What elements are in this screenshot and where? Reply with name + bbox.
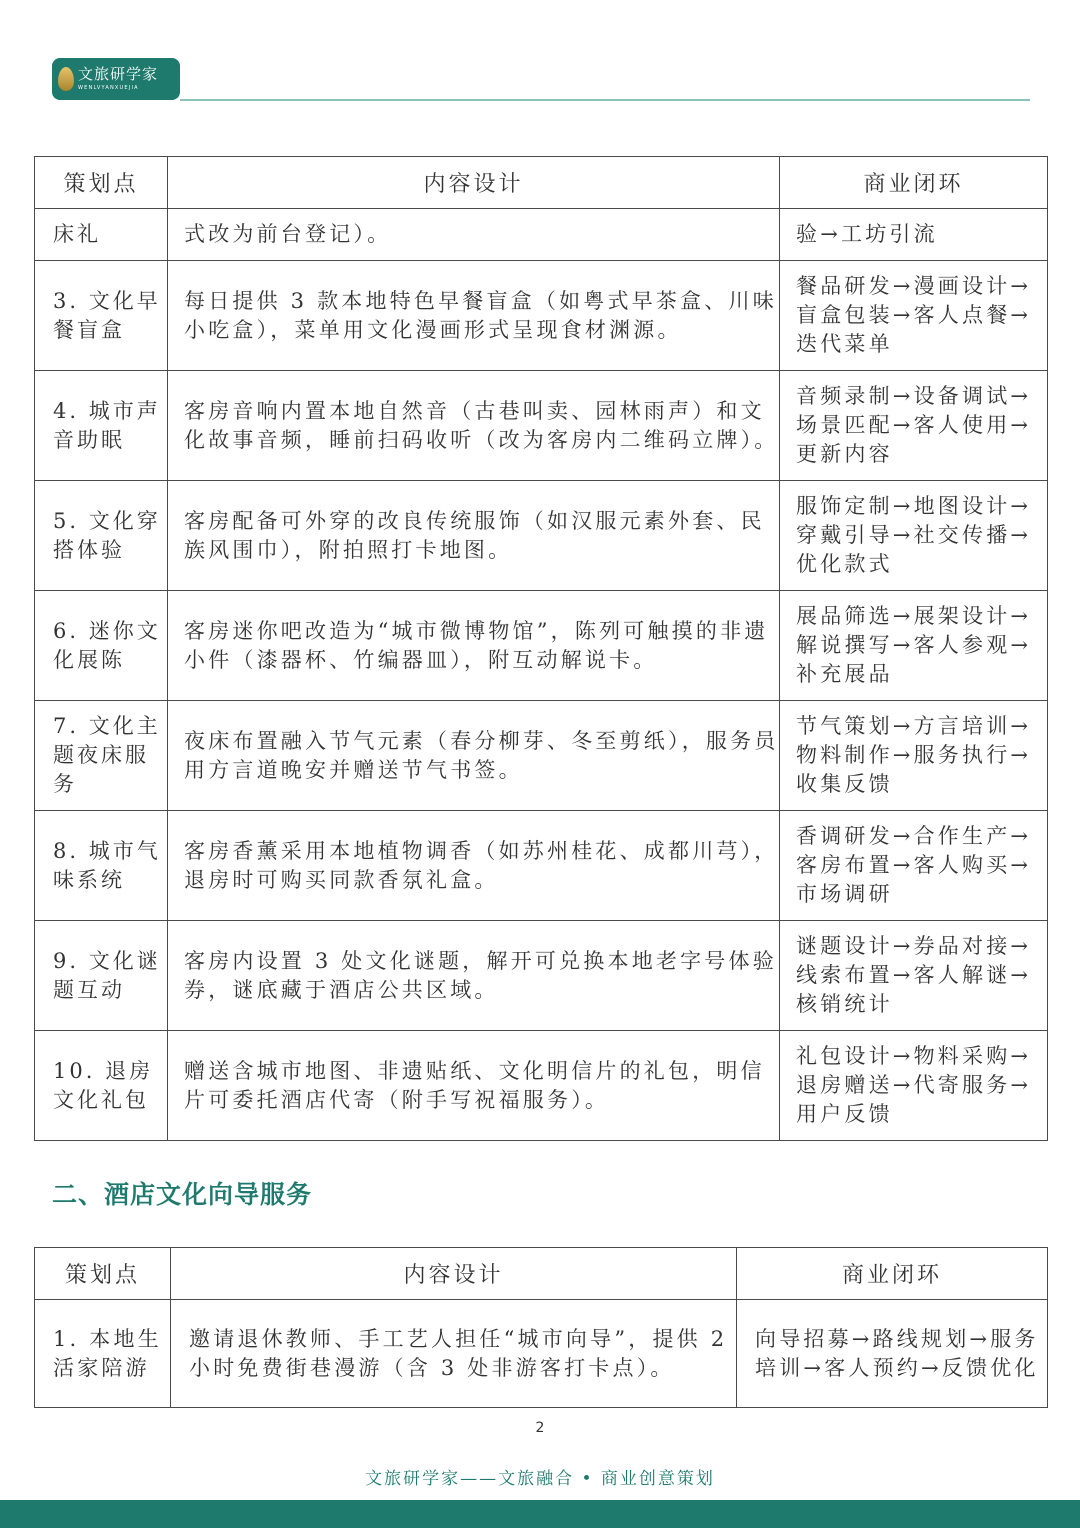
cell-point: 3. 文化早餐盲盒	[35, 261, 168, 371]
planning-table-2	[34, 1247, 1048, 1408]
table-row	[35, 209, 1048, 261]
section-title: 二、酒店文化向导服务	[52, 1180, 313, 1209]
cell-point: 10. 退房文化礼包	[35, 1031, 168, 1141]
cell-loop: 节气策划→方言培训→物料制作→服务执行→收集反馈	[780, 701, 1048, 811]
table-row	[35, 811, 1048, 921]
table-row	[35, 371, 1048, 481]
table-row	[35, 701, 1048, 811]
header-point: 策划点	[35, 1248, 171, 1300]
table-header-row	[35, 1248, 1048, 1300]
footer-bar	[0, 1500, 1080, 1528]
header-point: 策划点	[35, 157, 168, 209]
footer-tagline: 文旅研学家——文旅融合 • 商业创意策划	[365, 1469, 715, 1489]
cell-point: 1. 本地生活家陪游	[35, 1300, 171, 1408]
cell-loop: 服饰定制→地图设计→穿戴引导→社交传播→优化款式	[780, 481, 1048, 591]
table-header-row	[35, 157, 1048, 209]
cell-point: 5. 文化穿搭体验	[35, 481, 168, 591]
cell-content: 每日提供 3 款本地特色早餐盲盒（如粤式早茶盒、川味小吃盒），菜单用文化漫画形式呈现食材渊源。	[168, 261, 780, 371]
cell-content: 客房音响内置本地自然音（古巷叫卖、园林雨声）和文化故事音频，睡前扫码收听（改为客房内二维码立牌）。	[168, 371, 780, 481]
cell-loop: 音频录制→设备调试→场景匹配→客人使用→更新内容	[780, 371, 1048, 481]
header-content: 内容设计	[171, 1248, 737, 1300]
table-row	[35, 591, 1048, 701]
cell-loop: 餐品研发→漫画设计→盲盒包装→客人点餐→迭代菜单	[780, 261, 1048, 371]
planning-table-1	[34, 156, 1048, 1141]
cell-content: 赠送含城市地图、非遗贴纸、文化明信片的礼包，明信片可委托酒店代寄（附手写祝福服务）。	[168, 1031, 780, 1141]
cell-content: 客房内设置 3 处文化谜题，解开可兑换本地老字号体验券，谜底藏于酒店公共区域。	[168, 921, 780, 1031]
cell-content: 式改为前台登记）。	[168, 209, 780, 261]
cell-loop: 展品筛选→展架设计→解说撰写→客人参观→补充展品	[780, 591, 1048, 701]
cell-loop: 礼包设计→物料采购→退房赠送→代寄服务→用户反馈	[780, 1031, 1048, 1141]
header-loop: 商业闭环	[737, 1248, 1048, 1300]
header-content: 内容设计	[168, 157, 780, 209]
cell-content: 客房香薰采用本地植物调香（如苏州桂花、成都川芎），退房时可购买同款香氛礼盒。	[168, 811, 780, 921]
logo-name-en: WENLVYANXUEJIA	[78, 85, 139, 91]
cell-point: 8. 城市气味系统	[35, 811, 168, 921]
cell-loop: 谜题设计→券品对接→线索布置→客人解谜→核销统计	[780, 921, 1048, 1031]
cell-point: 4. 城市声音助眠	[35, 371, 168, 481]
cell-content: 夜床布置融入节气元素（春分柳芽、冬至剪纸），服务员用方言道晚安并赠送节气书签。	[168, 701, 780, 811]
header-loop: 商业闭环	[780, 157, 1048, 209]
table-row	[35, 481, 1048, 591]
logo-text	[78, 67, 158, 91]
brand-logo	[52, 58, 180, 100]
table-row	[35, 1031, 1048, 1141]
cell-loop: 向导招募→路线规划→服务培训→客人预约→反馈优化	[737, 1300, 1048, 1408]
cell-content: 客房配备可外穿的改良传统服饰（如汉服元素外套、民族风围巾），附拍照打卡地图。	[168, 481, 780, 591]
table-row	[35, 921, 1048, 1031]
cell-loop: 验→工坊引流	[780, 209, 1048, 261]
cell-content: 邀请退休教师、手工艺人担任“城市向导”，提供 2 小时免费街巷漫游（含 3 处非游客打卡点）。	[171, 1300, 737, 1408]
cell-point: 床礼	[35, 209, 168, 261]
table-row	[35, 261, 1048, 371]
page-number: 2	[535, 1420, 545, 1436]
cell-point: 7. 文化主题夜床服务	[35, 701, 168, 811]
header-divider	[180, 99, 1030, 101]
leaf-icon	[58, 67, 74, 91]
cell-content: 客房迷你吧改造为“城市微博物馆”，陈列可触摸的非遗小件（漆器杯、竹编器皿），附互动解说卡。	[168, 591, 780, 701]
cell-point: 9. 文化谜题互动	[35, 921, 168, 1031]
cell-point: 6. 迷你文化展陈	[35, 591, 168, 701]
table-row	[35, 1300, 1048, 1408]
cell-loop: 香调研发→合作生产→客房布置→客人购买→市场调研	[780, 811, 1048, 921]
logo-name-cn: 文旅研学家	[78, 65, 159, 83]
